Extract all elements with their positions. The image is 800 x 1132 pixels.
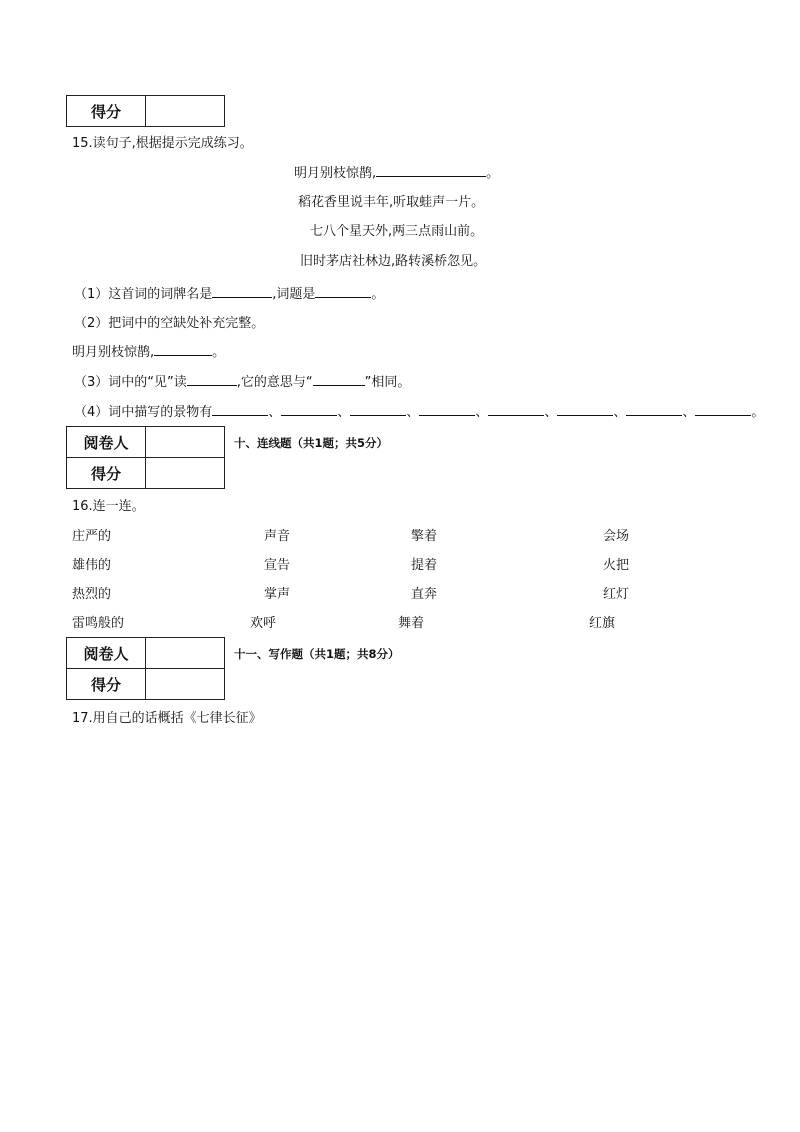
section11-title: 十一、写作题（共1题；共8分） (234, 647, 400, 661)
q16-col3-item[interactable]: 提着 (411, 558, 438, 573)
reviewer-value-cell[interactable] (146, 427, 225, 458)
q16-col3-item[interactable]: 擎着 (411, 529, 438, 544)
poem-line-1 (294, 162, 499, 181)
score-table-top (66, 95, 225, 127)
q16-col4-item[interactable]: 会场 (603, 529, 630, 544)
sub3-blank-pronunciation[interactable] (187, 373, 237, 386)
poem-line-1-head: 明月别枝惊鹊, (294, 166, 377, 181)
q16-col3-item[interactable]: 直奔 (411, 587, 438, 602)
q15-sub2: （2）把词中的空缺处补充完整。 (74, 316, 265, 331)
poem-line-4: 旧时茅店社林边,路转溪桥忽见。 (300, 254, 487, 269)
q15-prompt: 15.读句子,根据提示完成练习。 (72, 136, 253, 151)
q16-col3-item[interactable]: 舞着 (398, 616, 425, 631)
score-value-cell[interactable] (146, 669, 225, 700)
sub4-blank-6[interactable] (557, 403, 613, 416)
poem-line-2: 稻花香里说丰年,听取蛙声一片。 (298, 195, 485, 210)
q16-col1-item[interactable]: 庄严的 (72, 529, 112, 544)
sub1-blank-cipai[interactable] (212, 285, 272, 298)
reviewer-label: 阅卷人 (67, 638, 146, 669)
sub2-blank[interactable] (154, 343, 212, 356)
q15-sub2-line: 明月别枝惊鹊, 。 (72, 345, 226, 360)
q16-col4-item[interactable]: 火把 (603, 558, 630, 573)
sub4-blank-4[interactable] (419, 403, 475, 416)
score-value-cell[interactable] (146, 458, 225, 489)
score-value-cell[interactable] (146, 96, 225, 127)
q17-prompt: 17.用自己的话概括《七律长征》 (72, 711, 262, 726)
q16-col1-item[interactable]: 雷鸣般的 (72, 616, 125, 631)
poem-line-1-tail: 。 (486, 166, 500, 181)
q16-col2-item[interactable]: 欢呼 (250, 616, 277, 631)
q16-col4-item[interactable]: 红灯 (603, 587, 630, 602)
q15-sub3: （3）词中的“见”读 ,它的意思与“ ”相同。 (74, 375, 411, 390)
sub1-blank-citi[interactable] (315, 285, 371, 298)
reviewer-value-cell[interactable] (146, 638, 225, 669)
q16-col2-item[interactable]: 声音 (264, 529, 291, 544)
q16-prompt: 16.连一连。 (72, 499, 145, 514)
q16-col1-item[interactable]: 雄伟的 (72, 558, 112, 573)
q15-sub1: （1）这首词的词牌名是 ,词题是 。 (74, 287, 385, 302)
score-label: 得分 (67, 669, 146, 700)
score-label: 得分 (67, 96, 146, 127)
section11-score-table (66, 637, 225, 700)
poem-line-3: 七八个星天外,两三点雨山前。 (310, 224, 484, 239)
q16-col4-item[interactable]: 红旗 (589, 616, 616, 631)
section10-score-table (66, 426, 225, 489)
sub3-blank-meaning[interactable] (313, 373, 365, 386)
score-label: 得分 (67, 458, 146, 489)
section10-title: 十、连线题（共1题；共5分） (234, 436, 389, 450)
sub4-blank-1[interactable] (212, 403, 268, 416)
q16-col2-item[interactable]: 宣告 (264, 558, 291, 573)
q16-col1-item[interactable]: 热烈的 (72, 587, 112, 602)
sub4-blank-8[interactable] (695, 403, 751, 416)
sub4-blank-3[interactable] (350, 403, 406, 416)
sub4-blank-5[interactable] (488, 403, 544, 416)
poem-line-1-blank[interactable] (376, 164, 486, 177)
sub4-blank-7[interactable] (626, 403, 682, 416)
q15-sub4: （4）词中描写的景物有 、 、 、 、 、 、 、 。 (74, 405, 765, 420)
sub4-blank-2[interactable] (281, 403, 337, 416)
reviewer-label: 阅卷人 (67, 427, 146, 458)
q16-col2-item[interactable]: 掌声 (264, 587, 291, 602)
